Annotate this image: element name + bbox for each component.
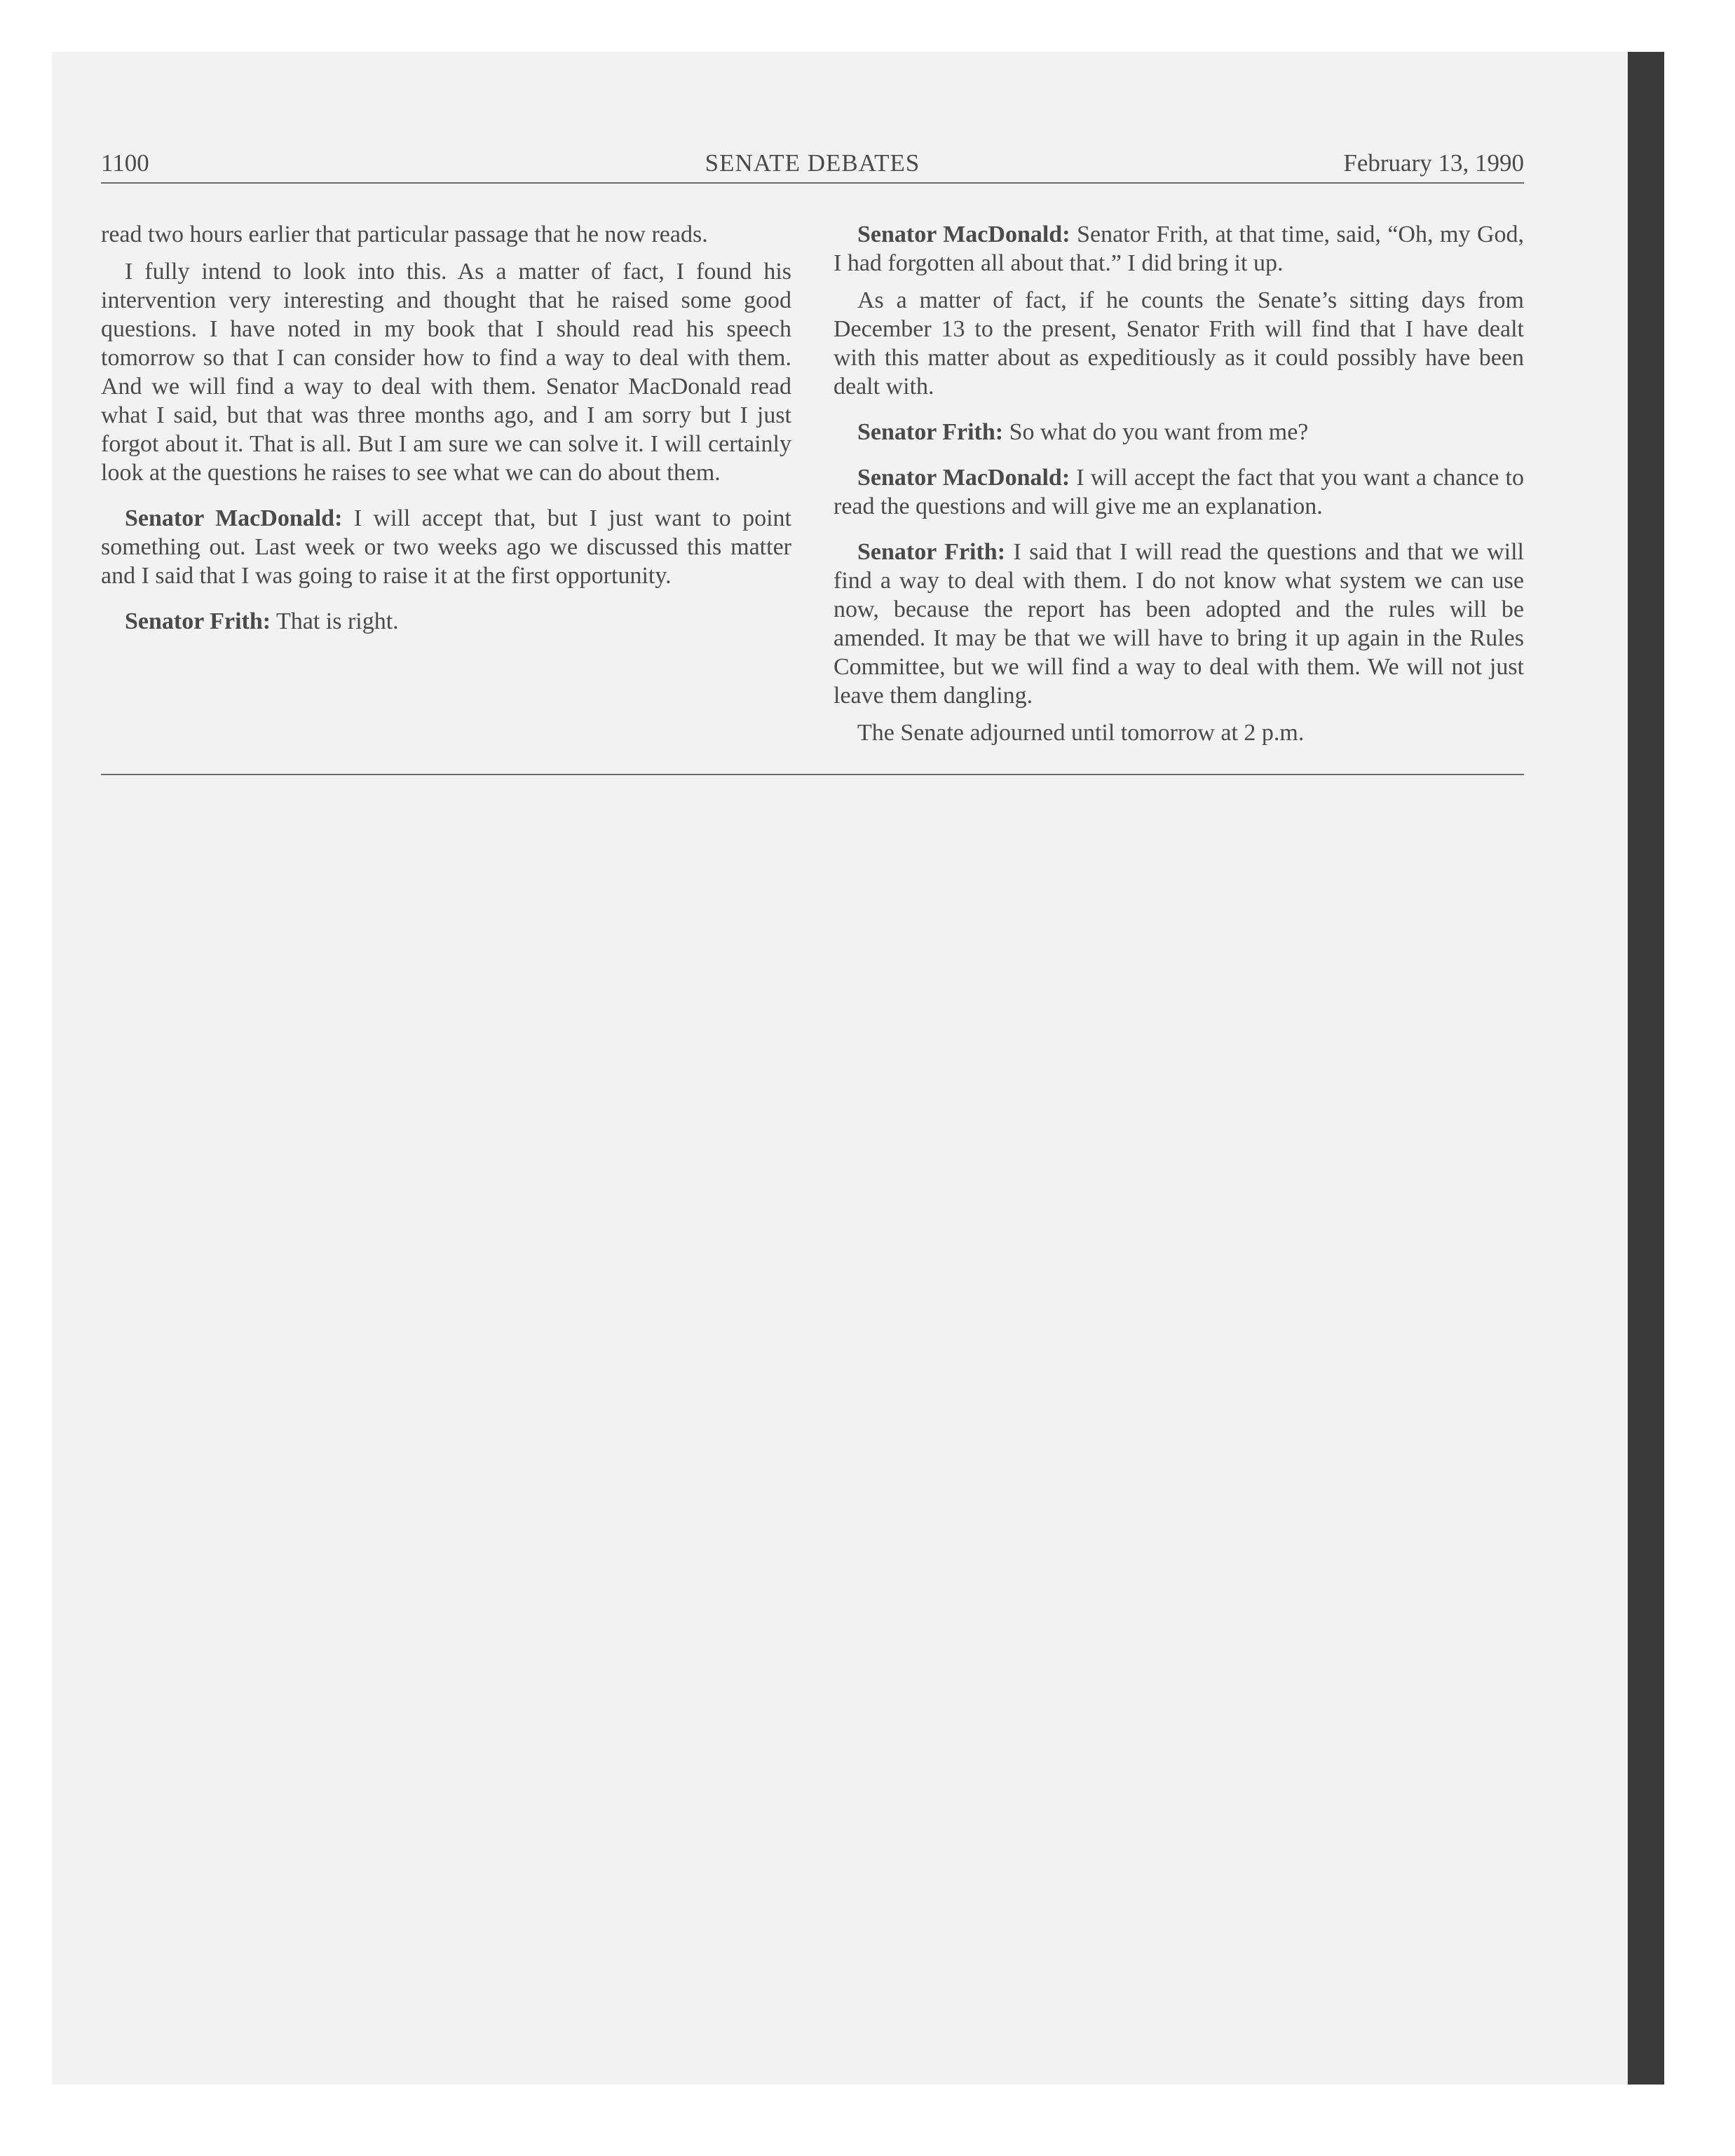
speech-text: I will accept that, but I just want to point something out. Last week or two weeks ago we discussed this matter and I said that I was going to raise it at the first opportunity. xyxy=(101,505,791,589)
speaker-name: Senator MacDonald: xyxy=(125,505,343,531)
speech-paragraph xyxy=(834,463,1524,521)
running-header xyxy=(101,140,1524,184)
speech-paragraph xyxy=(101,504,791,590)
text-columns xyxy=(101,220,1524,775)
speech-text: So what do you want from me? xyxy=(1009,419,1309,445)
speaker-name: Senator Frith: xyxy=(857,419,1004,445)
adjournment-notice: The Senate adjourned until tomorrow at 2 p.m. xyxy=(857,720,1305,746)
right-column xyxy=(834,220,1524,756)
speech-text: I will accept the fact that you want a chance to read the questions and will give me an explanation. xyxy=(834,465,1524,519)
paragraph: I fully intend to look into this. As a matter of fact, I found his intervention very interesting and thought that he raised some good questions. I have noted in my book that I should read his speech tomorrow so that I can consider how to find a way to deal with them. And we will find a way to deal with them. Senator MacDonald read what I said, but that was three months ago, and I am sorry but I just forgot about it. That is all. But I am sure we can solve it. I will certainly look at the questions he raises to see what we can do about them. xyxy=(101,259,791,486)
speech-text: I said that I will read the questions and that we will find a way to deal with them. I do not know what system we can use now, because the report has been adopted and the rules will be amended. It may be that we will have to bring it up again in the Rules Committee, but we will find a way to deal with them. We will not just leave them dangling. xyxy=(834,539,1525,709)
left-column xyxy=(101,220,791,756)
speech-text: That is right. xyxy=(275,608,399,634)
journal-title: SENATE DEBATES xyxy=(705,149,920,177)
speaker-name: Senator MacDonald: xyxy=(857,465,1070,491)
speech-paragraph xyxy=(834,220,1524,278)
paragraph: As a matter of fact, if he counts the Senate’s sitting days from December 13 to the present, Senator Frith will find that I have dealt with this matter about as expeditiously as it could possibly have been dealt with. xyxy=(834,287,1524,400)
speech-paragraph xyxy=(101,607,791,636)
paragraph: read two hours earlier that particular passage that he now reads. xyxy=(101,221,708,247)
speech-paragraph xyxy=(834,538,1524,710)
speaker-name: Senator MacDonald: xyxy=(857,221,1070,247)
speech-paragraph xyxy=(834,418,1524,446)
speaker-name: Senator Frith: xyxy=(125,608,271,634)
issue-date: February 13, 1990 xyxy=(1343,149,1524,177)
speech-text: Senator Frith, at that time, said, “Oh, my God, I had forgotten all about that.” I did bring it up. xyxy=(834,221,1524,276)
binding-shadow xyxy=(1628,52,1664,2085)
page-number: 1100 xyxy=(101,149,149,177)
document-page xyxy=(101,140,1524,775)
speaker-name: Senator Frith: xyxy=(857,539,1006,565)
